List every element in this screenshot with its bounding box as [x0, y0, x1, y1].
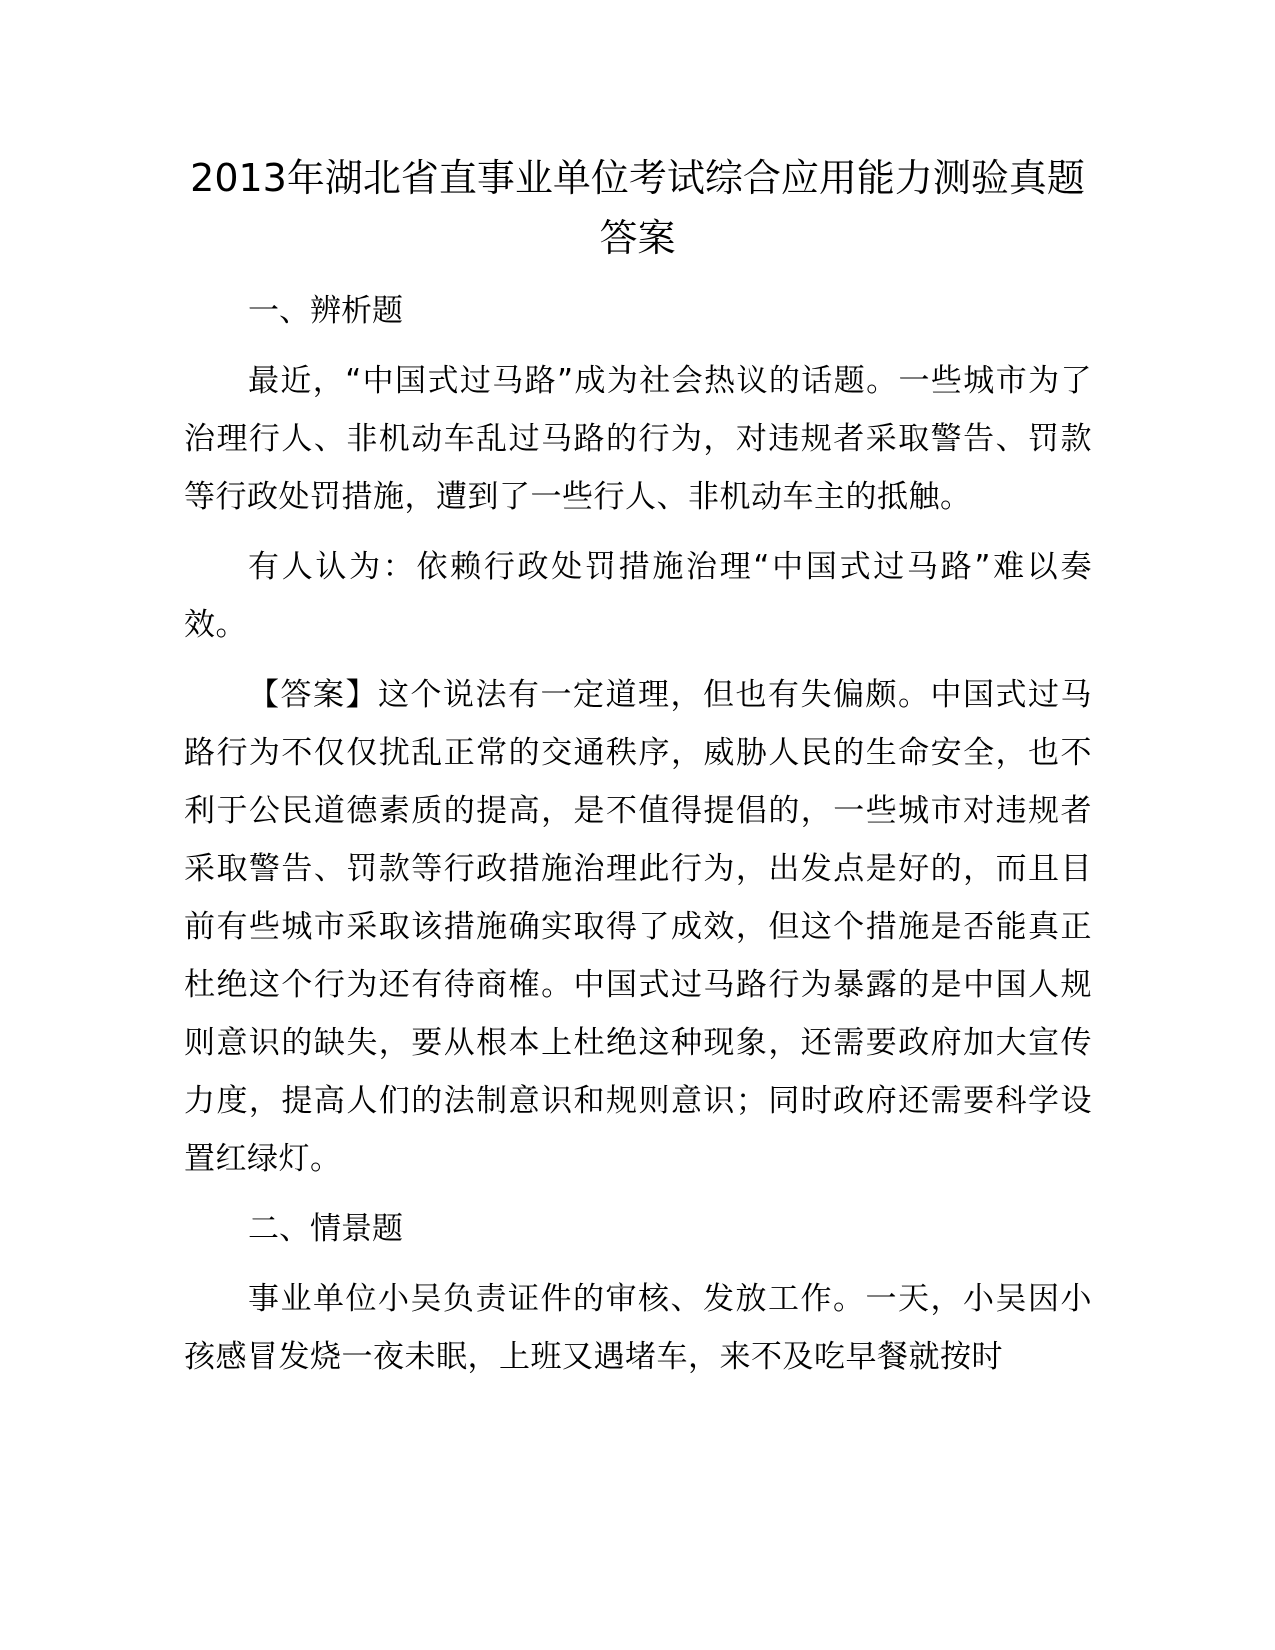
section1-paragraph-1: 最近，“中国式过马路”成为社会热议的话题。一些城市为了治理行人、非机动车乱过马路的行为，对违规者采取警告、罚款等行政处罚措施，遭到了一些行人、非机动车主的抵触。 — [184, 363, 1092, 515]
document-title: 2013年湖北省直事业单位考试综合应用能力测验真题答案 — [190, 156, 1085, 260]
section1-paragraph-2: 有人认为：依赖行政处罚措施治理“中国式过马路”难以奏效。 — [184, 549, 1092, 643]
document-body — [184, 282, 1092, 1398]
section2-heading: 二、情景题 — [248, 1211, 403, 1247]
section1-heading: 一、辨析题 — [248, 293, 403, 329]
section2-paragraph-1: 事业单位小吴负责证件的审核、发放工作。一天，小吴因小孩感冒发烧一夜未眠，上班又遇堵车，来不及吃早餐就按时 — [184, 1281, 1092, 1375]
section1-answer: 【答案】这个说法有一定道理，但也有失偏颇。中国式过马路行为不仅仅扰乱正常的交通秩序，威胁人民的生命安全，也不利于公民道德素质的提高，是不值得提倡的，一些城市对违规者采取警告、罚款等行政措施治理此行为，出发点是好的，而且目前有些城市采取该措施确实取得了成效，但这个措施是否能真正杜绝这个行为还有待商榷。中国式过马路行为暴露的是中国人规则意识的缺失，要从根本上杜绝这种现象，还需要政府加大宣传力度，提高人们的法制意识和规则意识；同时政府还需要科学设置红绿灯。 — [184, 677, 1092, 1177]
